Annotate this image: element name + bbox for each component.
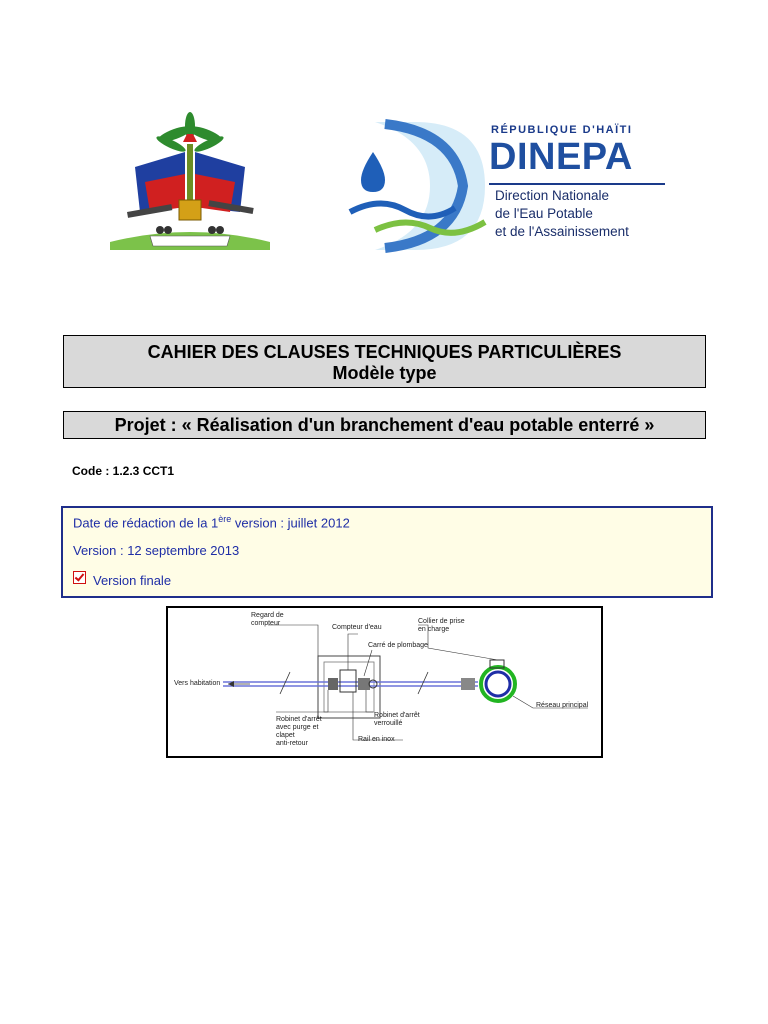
- republic-label: RÉPUBLIQUE D'HAÏTI: [491, 124, 633, 136]
- dinepa-line-3: et de l'Assainissement: [495, 224, 629, 239]
- project-title-box: [63, 411, 706, 439]
- dinepa-logo: [345, 112, 670, 260]
- label-regard: Regard de compteur: [251, 612, 284, 627]
- label-rail: Rail en inox: [358, 736, 395, 743]
- label-compteur: Compteur d'eau: [332, 624, 382, 631]
- dinepa-line-2: de l'Eau Potable: [495, 206, 593, 221]
- dinepa-line-1: Direction Nationale: [495, 188, 610, 203]
- label-reseau: Réseau principal: [536, 702, 589, 709]
- document-title: CAHIER DES CLAUSES TECHNIQUES PARTICULIÈRES: [147, 342, 622, 362]
- final-version-label: Version finale: [93, 573, 172, 588]
- haiti-coat-of-arms-logo: [105, 112, 275, 254]
- version-info-box: [61, 506, 713, 598]
- label-robinet-purge: Robinet d'arrêt avec purge et clapet anti-retour: [276, 716, 322, 747]
- label-vers-habitation: Vers habitation: [174, 680, 221, 687]
- redaction-date: Date de rédaction de la 1ère version : juillet 2012: [73, 514, 350, 531]
- document-title-box: [63, 335, 706, 388]
- water-connection-diagram: [166, 606, 603, 758]
- document-subtitle: Modèle type: [332, 363, 437, 383]
- dinepa-name: DINEPA: [489, 136, 633, 178]
- label-robinet-verrou: Robinet d'arrêt verrouillé: [374, 712, 420, 727]
- label-carre: Carré de plombage: [368, 642, 428, 649]
- final-version-checkbox[interactable]: [73, 571, 86, 584]
- version-date: Version : 12 septembre 2013: [73, 543, 240, 558]
- dinepa-divider: [489, 183, 665, 185]
- document-code: Code : 1.2.3 CCT1: [72, 464, 175, 478]
- project-title: Projet : « Réalisation d'un branchement d'eau potable enterré »: [114, 415, 655, 435]
- label-collier: Collier de prise en charge: [418, 618, 465, 633]
